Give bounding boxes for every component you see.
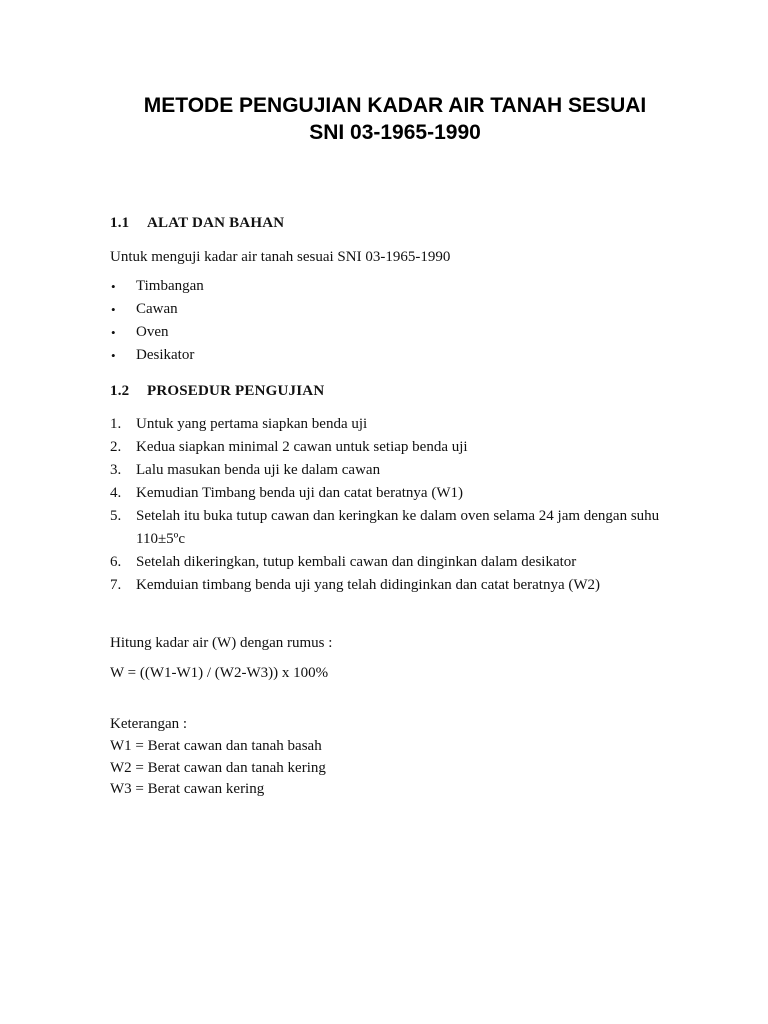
list-item (110, 298, 204, 321)
section-heading-alat-dan-bahan (110, 215, 284, 232)
section-title: ALAT DAN BAHAN (147, 215, 285, 231)
step-text: Untuk yang pertama siapkan benda uji (136, 416, 368, 432)
bullet-icon: • (111, 325, 116, 340)
section-intro: Untuk menguji kadar air tanah sesuai SNI 03-1965-1990 (110, 249, 451, 265)
step-number: 5. (110, 508, 122, 524)
section-heading-prosedur-pengujian (110, 383, 324, 400)
equipment-list (110, 275, 204, 367)
list-item (110, 413, 696, 436)
step-text: Setelah dikeringkan, tutup kembali cawan dan dinginkan dalam desikator (136, 554, 577, 570)
legend-item-w2: W2 = Berat cawan dan tanah kering (110, 760, 326, 776)
bullet-icon: • (111, 279, 116, 294)
step-number: 2. (110, 439, 122, 455)
list-item (110, 551, 696, 574)
section-number: 1.2 (110, 383, 130, 399)
section-number: 1.1 (110, 215, 130, 231)
title-line-2: SNI 03-1965-1990 (309, 121, 481, 144)
list-item (110, 505, 696, 551)
title-line-1: METODE PENGUJIAN KADAR AIR TANAH SESUAI (143, 94, 647, 117)
bullet-icon: • (111, 302, 116, 317)
list-item (110, 436, 696, 459)
step-number: 3. (110, 462, 122, 478)
step-number: 4. (110, 485, 122, 501)
list-item (110, 321, 204, 344)
list-item (110, 459, 696, 482)
formula-intro: Hitung kadar air (W) dengan rumus : (110, 635, 333, 651)
formula: W = ((W1-W1) / (W2-W3)) x 100% (110, 665, 329, 681)
step-text: Setelah itu buka tutup cawan dan keringkan ke dalam oven selama 24 jam dengan suhu 110±5ºc (136, 508, 660, 547)
item-text: Desikator (136, 347, 195, 363)
bullet-icon: • (111, 348, 116, 363)
document-title (0, 92, 768, 146)
step-text: Kedua siapkan minimal 2 cawan untuk setiap benda uji (136, 439, 468, 455)
item-text: Oven (136, 324, 169, 340)
procedure-steps (110, 413, 696, 597)
list-item (110, 574, 696, 597)
step-number: 7. (110, 577, 122, 593)
legend-item-w3: W3 = Berat cawan kering (110, 781, 265, 797)
step-number: 6. (110, 554, 122, 570)
legend-item-w1: W1 = Berat cawan dan tanah basah (110, 738, 322, 754)
list-item (110, 344, 204, 367)
list-item (110, 275, 204, 298)
step-text: Kemduian timbang benda uji yang telah didinginkan dan catat beratnya (W2) (136, 577, 601, 593)
section-title: PROSEDUR PENGUJIAN (147, 383, 325, 399)
list-item (110, 482, 696, 505)
step-text: Lalu masukan benda uji ke dalam cawan (136, 462, 381, 478)
item-text: Timbangan (136, 278, 204, 294)
step-text: Kemudian Timbang benda uji dan catat beratnya (W1) (136, 485, 463, 501)
legend-title: Keterangan : (110, 716, 188, 732)
step-number: 1. (110, 416, 122, 432)
item-text: Cawan (136, 301, 178, 317)
